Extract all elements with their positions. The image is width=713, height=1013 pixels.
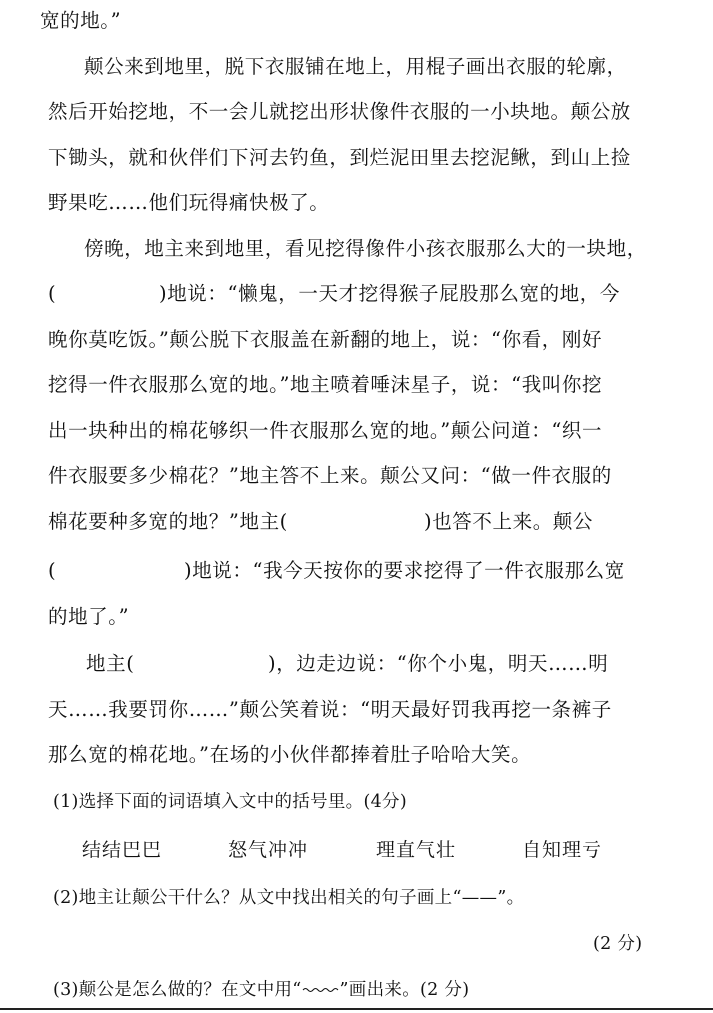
bottom-rule (0, 1008, 713, 1010)
passage-line-12b: )也答不上来。颠公 (424, 510, 594, 533)
passage-line-9: 挖得一件衣服那么宽的地。”地主喷着唾沫星子，说：“我叫你挖 (48, 373, 603, 396)
passage-line-5: 野果吃……他们玩得痛快极了。 (48, 191, 330, 214)
passage-line-7: )地说：“懒鬼，一天才挖得猴子屁股那么宽的地，今 (159, 282, 620, 305)
question-2: (2)地主让颠公干什么？从文中找出相关的句子画上“——”。 (53, 888, 525, 908)
passage-line-16: 天……我要罚你……”颠公笑着说：“明天最好罚我再挖一条裤子 (48, 698, 612, 721)
option-4: 自知理亏 (522, 839, 603, 861)
passage-line-1: 宽的地。” (40, 9, 122, 32)
passage-line-13: )地说：“我今天按你的要求挖得了一件衣服那么宽 (184, 559, 625, 582)
passage-line-4: 下锄头，就和伙伴们下河去钓鱼，到烂泥田里去挖泥鳅，到山上捡 (48, 146, 631, 169)
question-2-points: (2 分) (593, 934, 643, 954)
passage-line-15a: 地主( (86, 652, 135, 675)
wavy-underline-mark (302, 987, 340, 993)
question-3-text-a: (3)颠公是怎么做的？在文中用“ (53, 980, 302, 1000)
passage-line-15b: )，边走边说：“你个小鬼，明天……明 (268, 652, 609, 675)
passage-line-6: 傍晚，地主来到地里，看见挖得像件小孩衣服那么大的一块地， (84, 237, 647, 260)
passage-line-13-open: ( (48, 559, 57, 582)
question-3-text-b: ”画出来。(2 分) (339, 980, 470, 1000)
passage-line-2: 颠公来到地里，脱下衣服铺在地上，用棍子画出衣服的轮廓， (84, 55, 627, 78)
question-1: (1)选择下面的词语填入文中的括号里。(4分) (53, 792, 407, 812)
option-2: 怒气冲冲 (228, 839, 309, 861)
passage-line-14: 的地了。” (48, 605, 130, 628)
option-1: 结结巴巴 (82, 839, 163, 861)
passage-line-17: 那么宽的棉花地。”在场的小伙伴都捧着肚子哈哈大笑。 (48, 743, 532, 766)
passage-line-10: 出一块种出的棉花够织一件衣服那么宽的地。”颠公问道：“织一 (48, 419, 603, 442)
passage-line-11: 件衣服要多少棉花？”地主答不上来。颠公又问：“做一件衣服的 (48, 464, 612, 487)
passage-line-12a: 棉花要种多宽的地？”地主( (48, 510, 288, 533)
passage-line-7-open: ( (48, 282, 57, 305)
passage-line-8: 晚你莫吃饭。”颠公脱下衣服盖在新翻的地上，说：“你看，刚好 (48, 328, 603, 351)
option-3: 理直气壮 (376, 839, 457, 861)
question-3 (53, 976, 469, 1004)
passage-line-3: 然后开始挖地，不一会儿就挖出形状像件衣服的一小块地。颠公放 (48, 100, 631, 123)
